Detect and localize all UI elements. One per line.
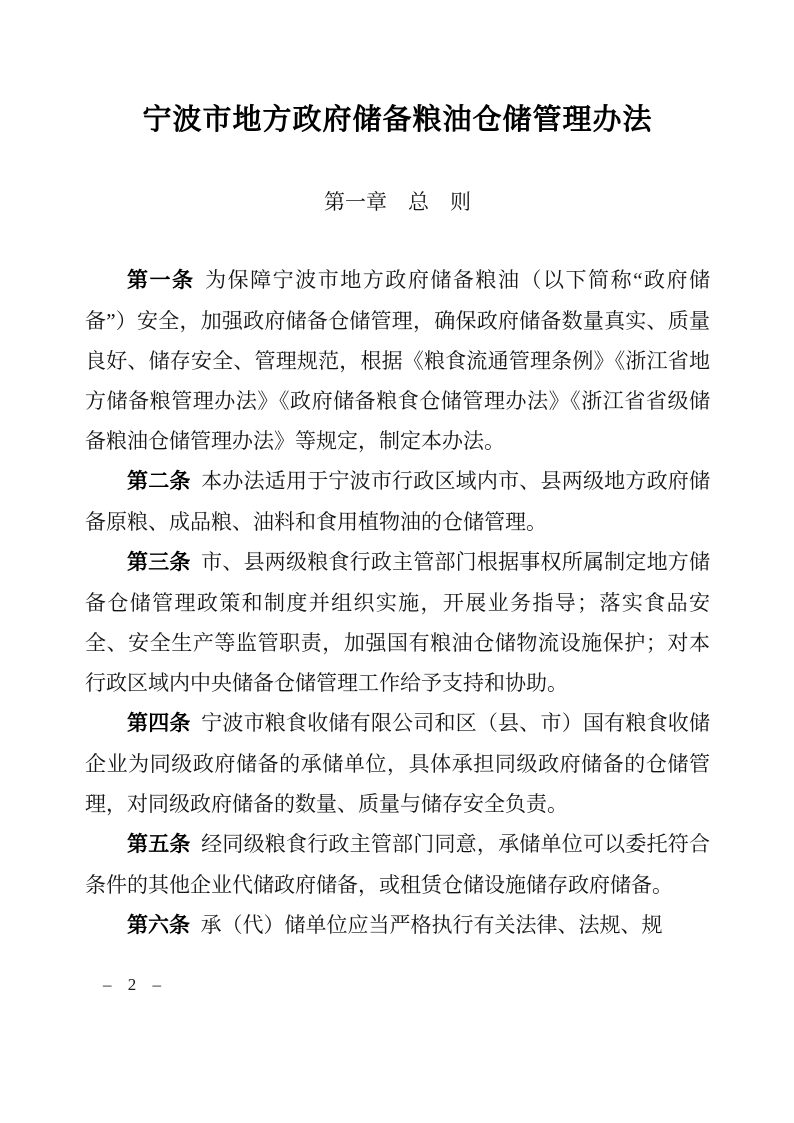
article-paragraphs xyxy=(85,260,710,946)
article-label-5: 第五条 xyxy=(127,833,191,856)
article-paragraph-5 xyxy=(85,824,710,905)
article-paragraph-2 xyxy=(85,461,710,542)
article-label-1: 第一条 xyxy=(127,269,195,292)
article-text-4: 宁波市粮食收储有限公司和区（县、市）国有粮食收储企业为同级政府储备的承储单位，具体承担同级政府储备的仓储管理，对同级政府储备的数量、质量与储存安全负责。 xyxy=(85,711,711,816)
article-text-1: 为保障宁波市地方政府储备粮油（以下简称“政府储备”）安全，加强政府储备仓储管理，确保政府储备数量真实、质量良好、储存安全、管理规范，根据《粮食流通管理条例》《浙江省地方储备粮管理办法》《政府储备粮食仓储管理办法》《浙江省省级储备粮油仓储管理办法》等规定，制定本办法。 xyxy=(85,268,711,453)
article-text-3: 市、县两级粮食行政主管部门根据事权所属制定地方储备仓储管理政策和制度并组织实施，开展业务指导；落实食品安全、安全生产等监管职责，加强国有粮油仓储物流设施保护；对本行政区域内中央储备仓储管理工作给予支持和协助。 xyxy=(85,550,711,695)
article-paragraph-3 xyxy=(85,542,710,703)
article-paragraph-4 xyxy=(85,703,710,824)
article-paragraph-6 xyxy=(85,905,710,946)
chapter-heading: 第一章 总 则 xyxy=(324,191,471,214)
article-label-2: 第二条 xyxy=(127,470,191,493)
article-text-6: 承（代）储单位应当严格执行有关法律、法规、规 xyxy=(200,913,663,937)
article-label-6: 第六条 xyxy=(127,914,190,937)
page-number: – 2 – xyxy=(103,975,167,994)
article-label-4: 第四条 xyxy=(127,712,191,735)
document-title: 宁波市地方政府储备粮油仓储管理办法 xyxy=(142,104,653,136)
article-paragraph-1 xyxy=(85,260,710,461)
article-text-2: 本办法适用于宁波市行政区域内市、县两级地方政府储备原粮、成品粮、油料和食用植物油的仓储管理。 xyxy=(85,469,711,534)
article-text-5: 经同级粮食行政主管部门同意，承储单位可以委托符合条件的其他企业代储政府储备，或租赁仓储设施储存政府储备。 xyxy=(85,832,711,897)
article-label-3: 第三条 xyxy=(127,551,191,574)
